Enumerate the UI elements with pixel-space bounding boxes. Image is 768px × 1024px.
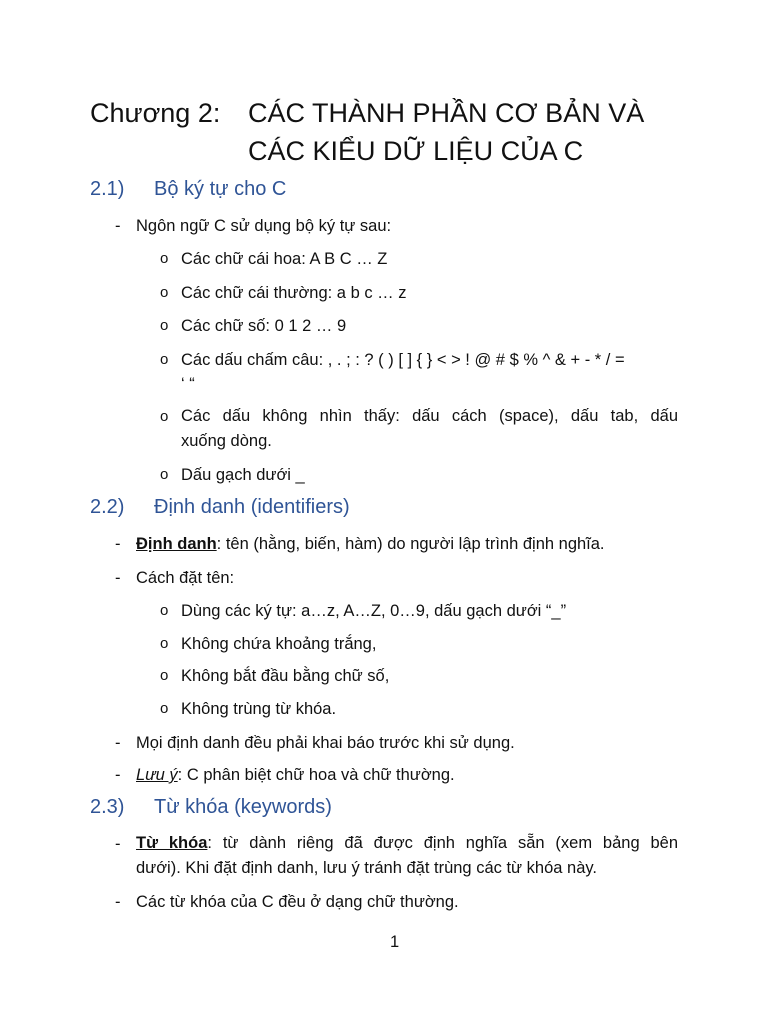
dash-marker: - xyxy=(115,893,121,911)
list-item-text: Ngôn ngữ C sử dụng bộ ký tự sau: xyxy=(136,217,392,235)
list-item-text: Cách đặt tên: xyxy=(136,569,235,587)
dash-marker: - xyxy=(115,217,121,235)
note-term-italic-underlined: Lưu ý xyxy=(136,766,178,784)
circle-bullet-icon: o xyxy=(160,250,169,267)
sub-list-item-text: Dấu gạch dưới _ xyxy=(181,466,305,484)
chapter-title-line-1: CÁC THÀNH PHẦN CƠ BẢN VÀ xyxy=(248,98,645,128)
chapter-title-line-2: CÁC KIỂU DỮ LIỆU CỦA C xyxy=(248,136,584,166)
circle-bullet-icon: o xyxy=(160,602,169,619)
sub-list-item-text: Dùng các ký tự: a…z, A…Z, 0…9, dấu gạch dưới “_” xyxy=(181,602,567,620)
section-number: 2.1) xyxy=(90,178,125,200)
section-title: Định danh (identifiers) xyxy=(154,496,350,518)
sub-list-item-text: Không chứa khoảng trắng, xyxy=(181,635,377,653)
sub-list-item-text: Các chữ cái thường: a b c … z xyxy=(181,284,407,302)
dash-marker: - xyxy=(115,766,121,784)
sub-list-item-text: Các dấu chấm câu: , . ; : ? ( ) [ ] { } < > ! @ # $ % ^ & + - * / = xyxy=(181,351,625,369)
chapter-label: Chương 2: xyxy=(90,98,221,128)
section-number: 2.2) xyxy=(90,496,125,518)
list-item-text xyxy=(136,763,455,787)
sub-list-item-text: Không bắt đầu bằng chữ số, xyxy=(181,667,390,685)
sub-list-item-text: Không trùng từ khóa. xyxy=(181,700,337,718)
sub-list-item-text: ‘ “ xyxy=(181,375,195,393)
section-title: Bộ ký tự cho C xyxy=(154,178,287,200)
dash-marker: - xyxy=(115,835,121,853)
dash-marker: - xyxy=(115,569,121,587)
circle-bullet-icon: o xyxy=(160,635,169,652)
section-title: Từ khóa (keywords) xyxy=(154,796,332,818)
sub-list-item-text: Các dấu không nhìn thấy: dấu cách (space), dấu tab, dấu xyxy=(181,407,678,425)
list-item-text xyxy=(136,532,605,556)
circle-bullet-icon: o xyxy=(160,408,169,425)
dash-marker: - xyxy=(115,734,121,752)
sub-list-item-text: Các chữ cái hoa: A B C … Z xyxy=(181,250,388,268)
sub-list-item-text: xuống dòng. xyxy=(181,432,272,450)
note-text: : C phân biệt chữ hoa và chữ thường. xyxy=(177,766,455,784)
dash-marker: - xyxy=(115,535,121,553)
definition-text: : từ dành riêng đã được định nghĩa sẵn (xem bảng bên xyxy=(207,834,678,852)
circle-bullet-icon: o xyxy=(160,667,169,684)
list-item-text: Các từ khóa của C đều ở dạng chữ thường. xyxy=(136,893,459,911)
sub-list-item-text: Các chữ số: 0 1 2 … 9 xyxy=(181,317,347,335)
section-number: 2.3) xyxy=(90,796,125,818)
circle-bullet-icon: o xyxy=(160,700,169,717)
page-number: 1 xyxy=(390,933,400,951)
term-bold-underlined: Từ khóa xyxy=(136,834,208,852)
list-item-text: Mọi định danh đều phải khai báo trước khi sử dụng. xyxy=(136,734,515,752)
circle-bullet-icon: o xyxy=(160,466,169,483)
list-item-text: dưới). Khi đặt định danh, lưu ý tránh đặt trùng các từ khóa này. xyxy=(136,859,597,877)
definition-text: : tên (hằng, biến, hàm) do người lập trình định nghĩa. xyxy=(216,535,605,553)
term-bold-underlined: Định danh xyxy=(136,535,217,553)
list-item-text xyxy=(136,831,678,856)
circle-bullet-icon: o xyxy=(160,284,169,301)
circle-bullet-icon: o xyxy=(160,317,169,334)
circle-bullet-icon: o xyxy=(160,351,169,368)
